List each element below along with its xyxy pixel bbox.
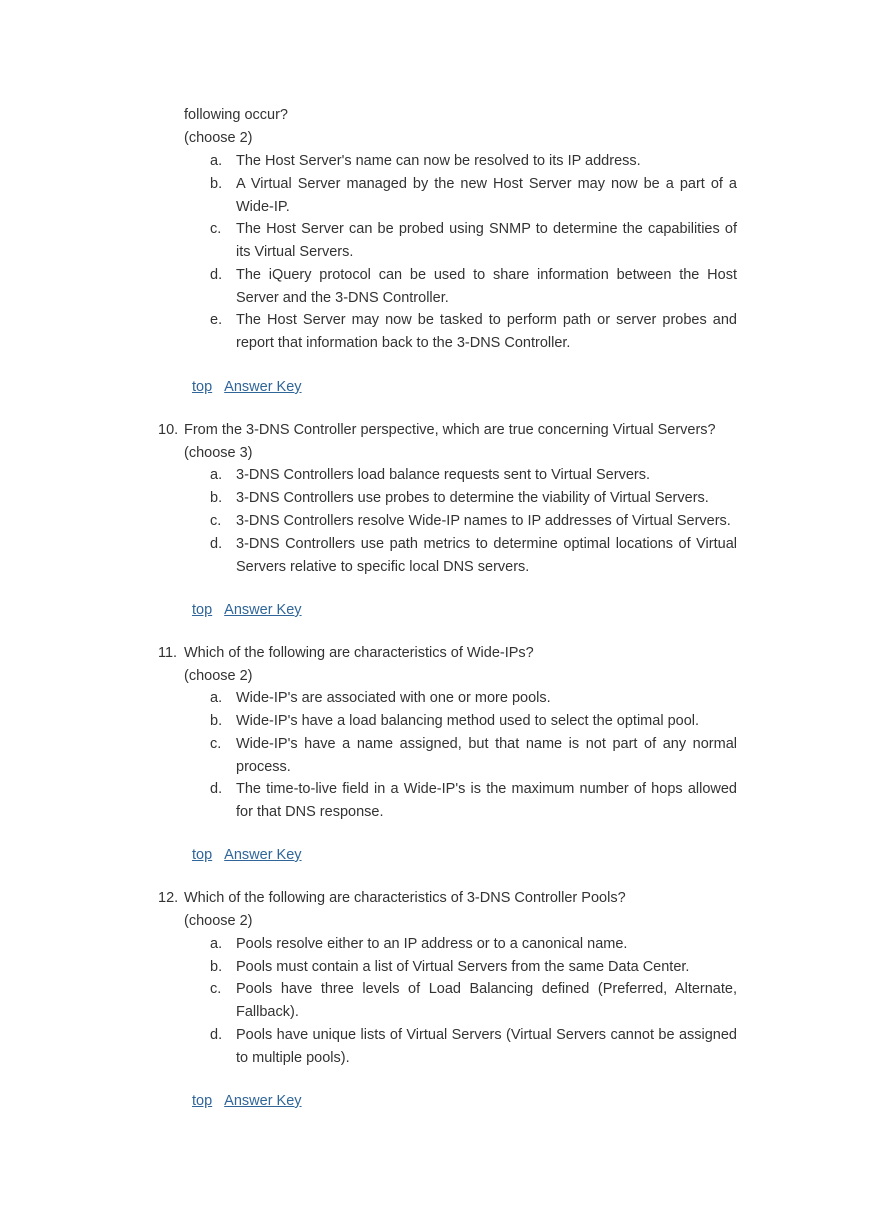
option-letter: d. xyxy=(210,536,223,552)
option-letter: e. xyxy=(210,312,223,328)
option-letter: d. xyxy=(210,1027,223,1043)
option-letter: c. xyxy=(210,221,222,237)
choose-count: (choose 2) xyxy=(184,130,253,146)
question-stem: Which of the following are characteristics of Wide-IPs? xyxy=(184,645,534,661)
question-number: 11. xyxy=(158,645,178,661)
option-letter: b. xyxy=(210,959,223,975)
option-letter: a. xyxy=(210,690,223,706)
top-link[interactable]: top xyxy=(192,602,213,618)
option-letter: b. xyxy=(210,176,223,192)
option-text: The time-to-live field in a Wide-IP's is the maximum number of hops allowed for that DNS response. xyxy=(236,781,737,820)
question-stem: following occur? xyxy=(184,107,288,123)
option-text: 3-DNS Controllers use path metrics to determine optimal locations of Virtual Servers relative to specific local DNS servers. xyxy=(236,536,737,575)
question-links xyxy=(192,1090,302,1112)
choose-count: (choose 3) xyxy=(184,445,253,461)
top-link[interactable]: top xyxy=(192,1093,213,1109)
option-text: The Host Server may now be tasked to perform path or server probes and report that information back to the 3-DNS Controller. xyxy=(236,312,737,351)
option-text: Wide-IP's are associated with one or more pools. xyxy=(236,690,551,706)
option-text: Wide-IP's have a name assigned, but that name is not part of any normal process. xyxy=(236,736,737,775)
question-links xyxy=(192,376,302,398)
option-text: 3-DNS Controllers load balance requests sent to Virtual Servers. xyxy=(236,467,650,483)
option-text: Pools resolve either to an IP address or to a canonical name. xyxy=(236,936,628,952)
option-text: Pools have unique lists of Virtual Servers (Virtual Servers cannot be assigned to multiple pools). xyxy=(236,1027,737,1066)
option-text: The Host Server's name can now be resolved to its IP address. xyxy=(236,153,641,169)
top-link[interactable]: top xyxy=(192,379,213,395)
option-text: The Host Server can be probed using SNMP to determine the capabilities of its Virtual Servers. xyxy=(236,221,737,260)
option-letter: c. xyxy=(210,736,222,752)
answer-key-link[interactable]: Answer Key xyxy=(224,1093,302,1109)
top-link[interactable]: top xyxy=(192,847,213,863)
option-letter: d. xyxy=(210,781,223,797)
answer-key-link[interactable]: Answer Key xyxy=(224,379,302,395)
answer-key-link[interactable]: Answer Key xyxy=(224,847,302,863)
option-letter: a. xyxy=(210,467,223,483)
question-links xyxy=(192,844,302,866)
option-letter: b. xyxy=(210,713,223,729)
option-letter: d. xyxy=(210,267,223,283)
question-stem: From the 3-DNS Controller perspective, which are true concerning Virtual Servers? xyxy=(184,422,716,438)
question-number: 12. xyxy=(158,890,179,906)
option-text: Wide-IP's have a load balancing method used to select the optimal pool. xyxy=(236,713,700,729)
option-text: Pools must contain a list of Virtual Servers from the same Data Center. xyxy=(236,959,690,975)
question-stem: Which of the following are characteristics of 3-DNS Controller Pools? xyxy=(184,890,626,906)
option-letter: a. xyxy=(210,153,223,169)
option-letter: b. xyxy=(210,490,223,506)
option-text: 3-DNS Controllers resolve Wide-IP names to IP addresses of Virtual Servers. xyxy=(236,513,731,529)
option-text: The iQuery protocol can be used to share information between the Host Server and the 3-DNS Controller. xyxy=(236,267,737,306)
question-number: 10. xyxy=(158,422,179,438)
option-text: A Virtual Server managed by the new Host Server may now be a part of a Wide-IP. xyxy=(236,176,737,215)
option-text: 3-DNS Controllers use probes to determine the viability of Virtual Servers. xyxy=(236,490,709,506)
option-letter: a. xyxy=(210,936,223,952)
option-letter: c. xyxy=(210,981,222,997)
question-links xyxy=(192,599,302,621)
option-letter: c. xyxy=(210,513,222,529)
answer-key-link[interactable]: Answer Key xyxy=(224,602,302,618)
choose-count: (choose 2) xyxy=(184,668,253,684)
option-text: Pools have three levels of Load Balancing defined (Preferred, Alternate, Fallback). xyxy=(236,981,737,1020)
choose-count: (choose 2) xyxy=(184,913,253,929)
